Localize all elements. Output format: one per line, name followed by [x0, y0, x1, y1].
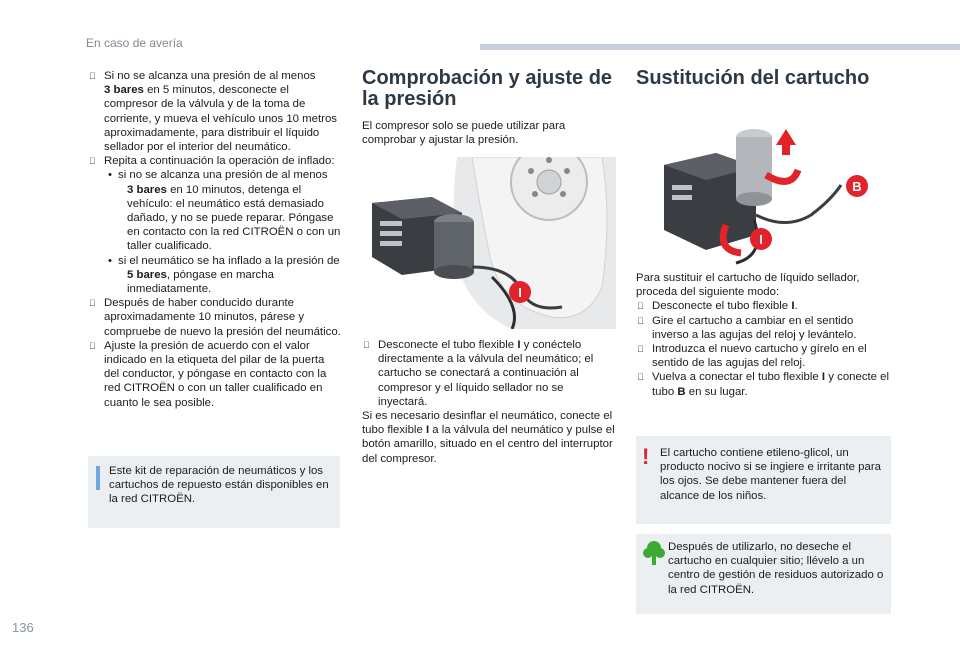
- warning-note: ! El cartucho contiene etileno-glicol, un producto nocivo si se ingiere e irritante para los ojos. Se debe mantener fuera del alcance de los niños.: [636, 436, 891, 524]
- page-number: 136: [12, 620, 34, 635]
- list-item: Vuelva a conectar el tubo flexible I y conecte el tubo B en su lugar.: [636, 370, 891, 398]
- intro-text: Para sustituir el cartucho de líquido sellador, proceda del siguiente modo:: [636, 272, 860, 299]
- checkbox-bullet-icon: [637, 370, 644, 384]
- list-item: Introduzca el nuevo cartucho y gírelo en el sentido de las agujas del reloj.: [636, 342, 891, 370]
- dot-icon: •: [108, 169, 112, 182]
- section-header: En caso de avería: [86, 36, 183, 50]
- checkbox-bullet-icon: [637, 314, 644, 328]
- svg-text:I: I: [759, 232, 763, 247]
- info-bar-icon: [96, 466, 100, 490]
- list-item: Desconecte el tubo flexible I y conéctelo directamente a la válvula del neumático; el cartucho se conectará a continuación al compresor y el líquido sellador no se inyectará.: [362, 338, 616, 409]
- label-i-badge: [509, 281, 531, 303]
- list-item: Después de haber conducido durante aproximadamente 10 minutos, párese y compruebe de nuevo la presión del neumático.: [88, 296, 341, 339]
- column-left: [88, 69, 341, 410]
- checkbox-bullet-icon: [363, 338, 370, 352]
- intro-text: El compresor solo se puede utilizar para comprobar y ajustar la presión.: [362, 120, 566, 147]
- compressor-wheel-illustration: [362, 157, 616, 329]
- column-middle-steps: [362, 338, 616, 466]
- column-middle: [362, 68, 616, 147]
- label-i-badge: [750, 228, 772, 250]
- header-bar: [480, 44, 960, 50]
- dot-icon: •: [108, 254, 112, 267]
- list-item: Ajuste la presión de acuerdo con el valor indicado en la etiqueta del pilar de la puerta del conductor, y póngase en contacto con la red CITROËN o con un taller cualificado en cuanto le sea posible.: [88, 339, 341, 410]
- column-right: [636, 68, 891, 89]
- section-title: Comprobación y ajuste de la presión: [362, 67, 613, 110]
- exclamation-icon: !: [642, 444, 650, 469]
- svg-text:B: B: [852, 179, 862, 194]
- sub-list-item: • si no se alcanza una presión de al menos 3 bares en 10 minutos, detenga el vehículo: el neumático está demasiado dañado, y no se puede reparar. Póngase en contacto con la red CITROËN o con un taller cualificado.: [108, 169, 341, 253]
- checkbox-bullet-icon: [637, 342, 644, 356]
- tree-icon: [643, 540, 665, 570]
- paragraph: Si es necesario desinflar el neumático, conecte el tubo flexible I a la válvula del neumático y pulse el botón amarillo, situado en el centro del interruptor del compresor.: [362, 410, 615, 465]
- checkbox-bullet-icon: [637, 299, 644, 313]
- section-title: Sustitución del cartucho: [636, 67, 870, 89]
- label-b-badge: [846, 175, 868, 197]
- list-item: Si no se alcanza una presión de al menos 3 bares en 5 minutos, desconecte el compresor de la válvula y de la toma de corriente, y mueva el vehículo unos 10 metros aproximadamente, para distribuir el líquido sellador por el interior del neumático.: [88, 69, 341, 154]
- cartridge-illustration: [636, 125, 891, 265]
- info-note: Este kit de reparación de neumáticos y los cartuchos de repuesto están disponibles en la red CITROËN.: [88, 456, 340, 528]
- list-item: Gire el cartucho a cambiar en el sentido inverso a las agujas del reloj y levántelo.: [636, 314, 891, 342]
- list-item: Repita a continuación la operación de inflado:: [88, 154, 341, 168]
- checkbox-bullet-icon: [89, 69, 96, 83]
- checkbox-bullet-icon: [89, 154, 96, 168]
- svg-text:I: I: [518, 285, 522, 300]
- checkbox-bullet-icon: [89, 339, 96, 353]
- checkbox-bullet-icon: [89, 296, 96, 310]
- sub-list-item: • si el neumático se ha inflado a la presión de 5 bares, póngase en marcha inmediatamente.: [108, 254, 340, 296]
- column-right-steps: [636, 271, 891, 399]
- eco-note: Después de utilizarlo, no deseche el cartucho en cualquier sitio; llévelo a un centro de gestión de residuos autorizado o la red CITROËN.: [636, 534, 891, 614]
- list-item: Desconecte el tubo flexible I.: [636, 299, 891, 313]
